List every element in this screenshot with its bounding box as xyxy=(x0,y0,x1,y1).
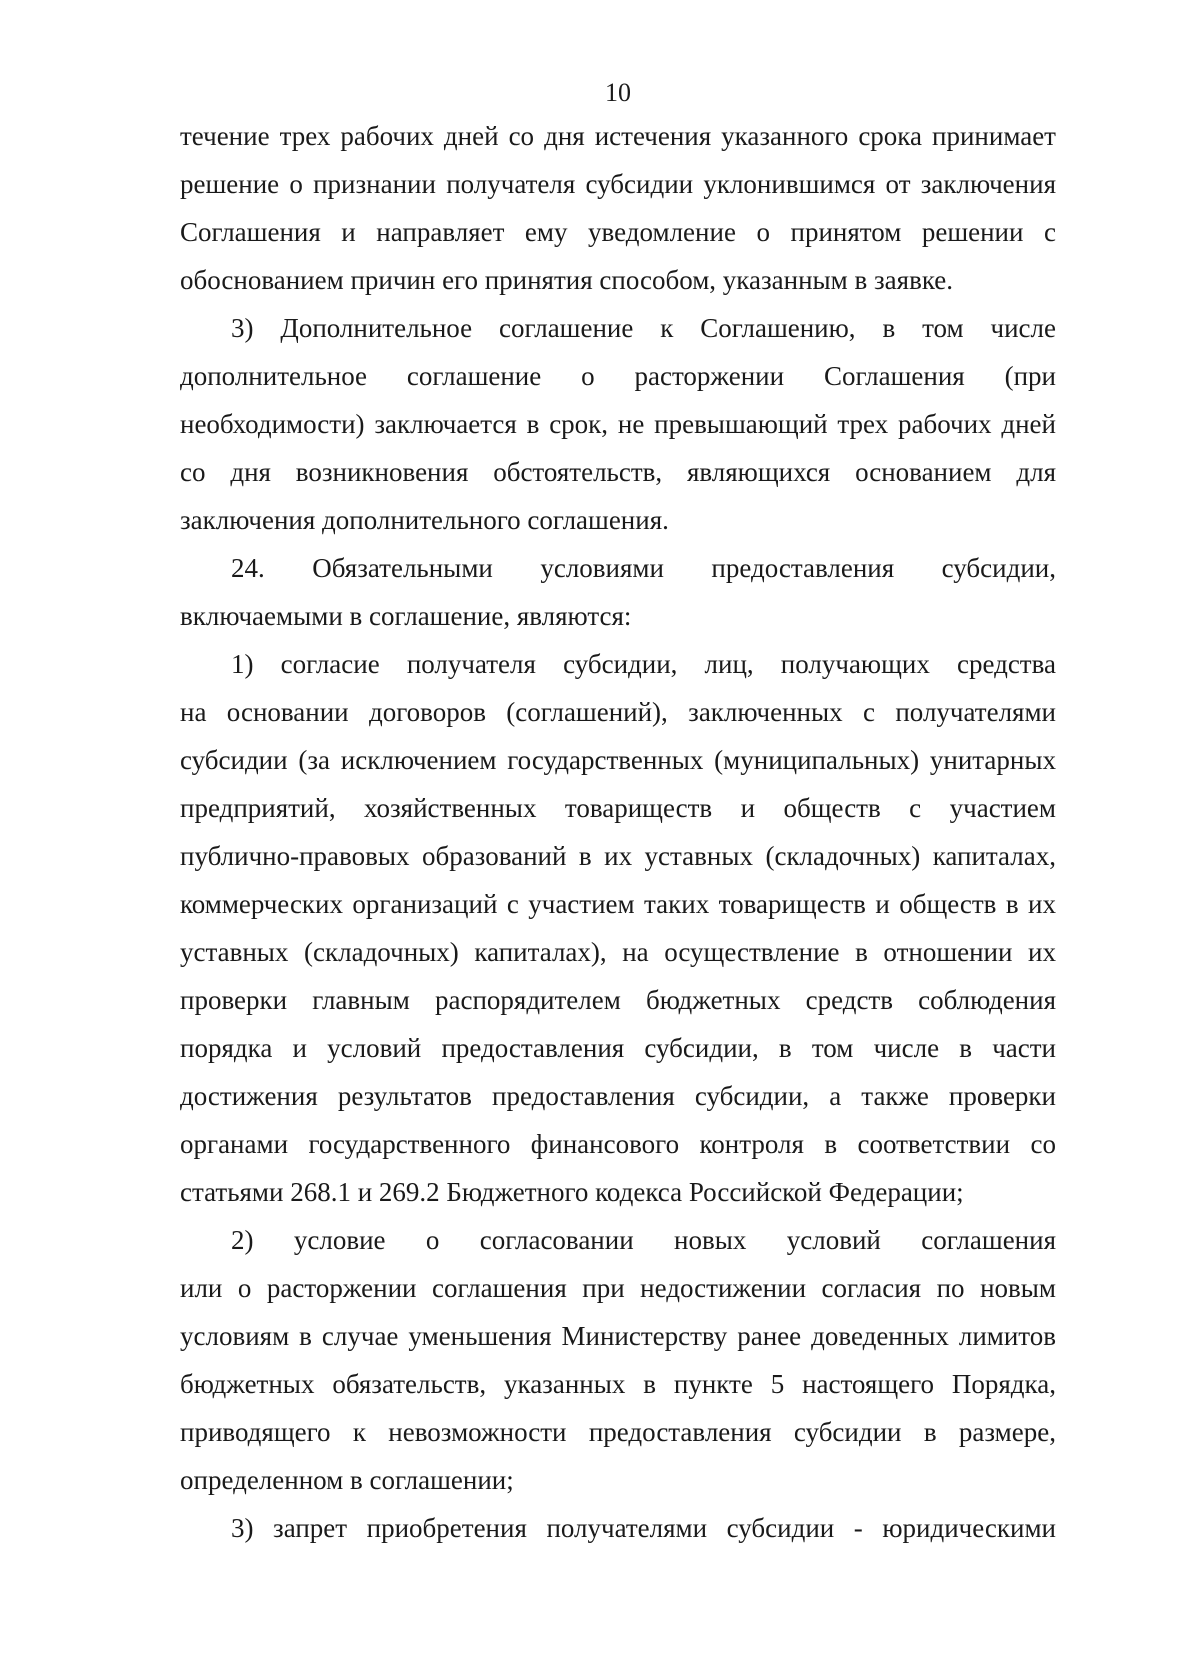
text-line: проверки главным распорядителем бюджетных средств соблюдения xyxy=(180,985,1056,1015)
text-line: 3) запрет приобретения получателями субсидии - юридическими xyxy=(231,1513,1056,1543)
text-line: течение трех рабочих дней со дня истечения указанного срока принимает xyxy=(180,121,1056,151)
text-line: обоснованием причин его принятия способом, указанным в заявке. xyxy=(180,265,953,295)
text-line: определенном в соглашении; xyxy=(180,1465,514,1495)
text-line: 3) Дополнительное соглашение к Соглашению, в том числе xyxy=(231,313,1056,343)
text-line: статьями 268.1 и 269.2 Бюджетного кодекса Российской Федерации; xyxy=(180,1177,964,1207)
text-line: необходимости) заключается в срок, не превышающий трех рабочих дней xyxy=(180,409,1056,439)
text-line: 24. Обязательными условиями предоставления субсидии, xyxy=(231,553,1056,583)
text-line: решение о признании получателя субсидии уклонившимся от заключения xyxy=(180,169,1056,199)
text-line: предприятий, хозяйственных товариществ и обществ с участием xyxy=(180,793,1056,823)
text-line: бюджетных обязательств, указанных в пункте 5 настоящего Порядка, xyxy=(180,1369,1056,1399)
text-line: или о расторжении соглашения при недостижении согласия по новым xyxy=(180,1273,1056,1303)
text-line: на основании договоров (соглашений), заключенных с получателями xyxy=(180,697,1056,727)
text-line: дополнительное соглашение о расторжении Соглашения (при xyxy=(180,361,1056,391)
page-number: 10 xyxy=(605,78,631,107)
text-line: органами государственного финансового контроля в соответствии со xyxy=(180,1129,1056,1159)
text-line: уставных (складочных) капиталах), на осуществление в отношении их xyxy=(180,937,1056,967)
text-line: 2) условие о согласовании новых условий соглашения xyxy=(231,1225,1056,1255)
text-line: 1) согласие получателя субсидии, лиц, получающих средства xyxy=(231,649,1056,679)
text-line: приводящего к невозможности предоставления субсидии в размере, xyxy=(180,1417,1056,1447)
text-line: заключения дополнительного соглашения. xyxy=(180,505,669,535)
text-line: публично-правовых образований в их уставных (складочных) капиталах, xyxy=(180,841,1056,871)
text-line: Соглашения и направляет ему уведомление о принятом решении с xyxy=(180,217,1056,247)
text-line: коммерческих организаций с участием таких товариществ и обществ в их xyxy=(180,889,1056,919)
text-line: достижения результатов предоставления субсидии, а также проверки xyxy=(180,1081,1056,1111)
text-line: условиям в случае уменьшения Министерству ранее доведенных лимитов xyxy=(180,1321,1056,1351)
text-line: со дня возникновения обстоятельств, являющихся основанием для xyxy=(180,457,1056,487)
text-line: включаемыми в соглашение, являются: xyxy=(180,601,632,631)
text-line: субсидии (за исключением государственных (муниципальных) унитарных xyxy=(180,745,1056,775)
text-line: порядка и условий предоставления субсидии, в том числе в части xyxy=(180,1033,1056,1063)
